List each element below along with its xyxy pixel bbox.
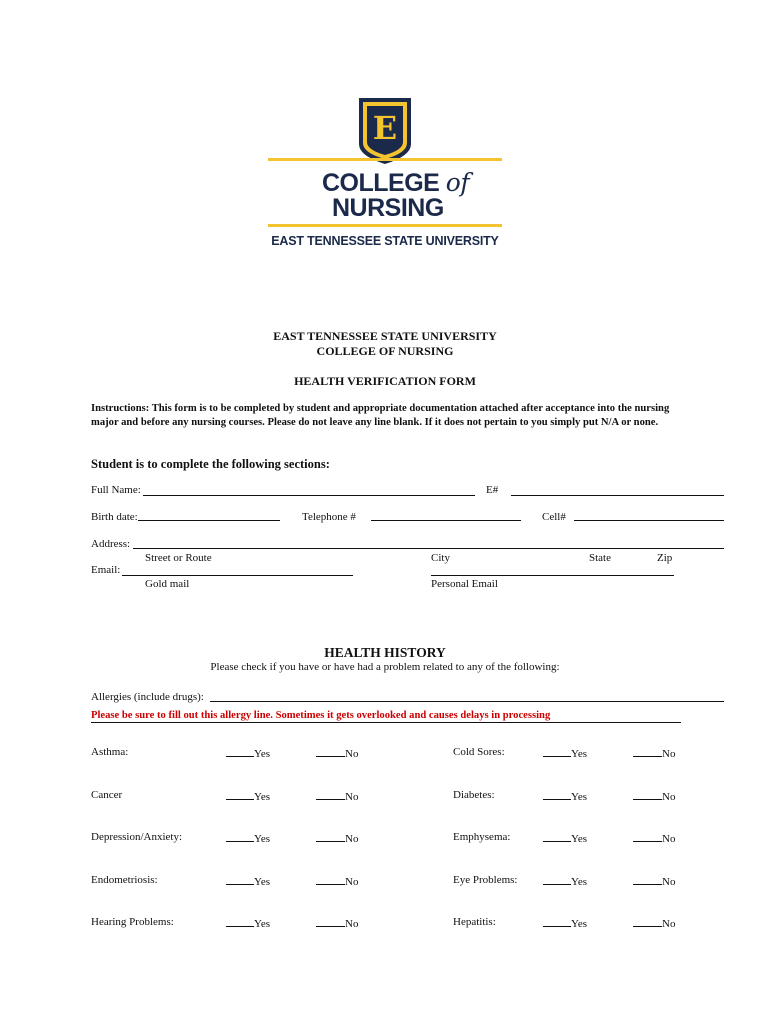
university-heading: EAST TENNESSEE STATE UNIVERSITY (273, 329, 497, 343)
no-checkbox-option[interactable] (633, 789, 675, 803)
address-field[interactable] (133, 548, 724, 549)
shield-letter: E (372, 109, 398, 147)
no-label: No (662, 833, 676, 845)
no-blank-line[interactable] (316, 874, 345, 885)
yes-checkbox-option[interactable] (226, 831, 270, 845)
no-label: No (345, 791, 359, 803)
condition-label: Cold Sores: (453, 746, 505, 758)
health-history-subtitle: Please check if you have or have had a problem related to any of the following: (210, 661, 560, 673)
health-history-title: HEALTH HISTORY (324, 645, 446, 660)
no-checkbox-option[interactable] (316, 916, 358, 930)
zip-label: Zip (657, 552, 673, 564)
no-label: No (345, 748, 359, 760)
no-blank-line[interactable] (316, 746, 345, 757)
no-blank-line[interactable] (633, 874, 662, 885)
gold-mail-field[interactable] (122, 575, 353, 576)
yes-blank-line[interactable] (226, 874, 254, 885)
yes-checkbox-option[interactable] (543, 916, 587, 930)
yes-blank-line[interactable] (226, 916, 254, 927)
logo-of-text: of (445, 168, 470, 197)
yes-label: Yes (571, 918, 588, 930)
logo-college-text: COLLEGE (322, 169, 440, 197)
birth-date-label: Birth date: (91, 511, 138, 523)
yes-label: Yes (571, 748, 588, 760)
yes-checkbox-option[interactable] (543, 789, 587, 803)
condition-label: Cancer (91, 789, 123, 801)
yes-blank-line[interactable] (543, 874, 571, 885)
state-label: State (589, 552, 611, 564)
college-of-nursing-logo (266, 96, 504, 256)
no-blank-line[interactable] (316, 789, 345, 800)
cell-label: Cell# (542, 511, 566, 523)
yes-checkbox-option[interactable] (226, 789, 270, 803)
no-checkbox-option[interactable] (633, 916, 675, 930)
gold-mail-label: Gold mail (145, 578, 190, 590)
no-label: No (662, 876, 676, 888)
yes-label: Yes (254, 791, 271, 803)
full-name-field[interactable] (143, 495, 475, 496)
allergies-label: Allergies (include drugs): (91, 691, 204, 703)
no-blank-line[interactable] (633, 746, 662, 757)
condition-label: Hepatitis: (453, 916, 496, 928)
no-label: No (345, 876, 359, 888)
yes-blank-line[interactable] (226, 831, 254, 842)
form-title: HEALTH VERIFICATION FORM (294, 374, 476, 388)
no-checkbox-option[interactable] (316, 746, 358, 760)
no-checkbox-option[interactable] (316, 789, 358, 803)
yes-label: Yes (254, 748, 271, 760)
college-heading: COLLEGE OF NURSING (316, 344, 454, 358)
condition-label: Depression/Anxiety: (91, 831, 183, 843)
no-checkbox-option[interactable] (633, 874, 675, 888)
instructions-text: Instructions: This form is to be completed by student and appropriate documentation attached after acceptance into the nursing major and before any nursing courses. Please do not leave any line blank. If it does not pertain to you simply put N/A or none. (91, 403, 670, 428)
condition-label: Endometriosis: (91, 874, 158, 886)
yes-blank-line[interactable] (543, 831, 571, 842)
logo-line-etsu: EAST TENNESSEE STATE UNIVERSITY (271, 234, 499, 248)
no-checkbox-option[interactable] (316, 874, 358, 888)
no-label: No (662, 791, 676, 803)
yes-label: Yes (254, 918, 271, 930)
no-label: No (345, 918, 359, 930)
yes-blank-line[interactable] (543, 916, 571, 927)
yes-checkbox-option[interactable] (226, 874, 270, 888)
no-blank-line[interactable] (316, 916, 345, 927)
no-blank-line[interactable] (633, 831, 662, 842)
no-blank-line[interactable] (633, 789, 662, 800)
condition-label: Emphysema: (453, 831, 511, 843)
yes-blank-line[interactable] (543, 789, 571, 800)
city-label: City (431, 552, 450, 564)
cell-field[interactable] (574, 520, 724, 521)
yes-label: Yes (254, 876, 271, 888)
e-number-label: E# (486, 484, 499, 496)
yes-label: Yes (571, 833, 588, 845)
birth-date-field[interactable] (138, 520, 280, 521)
yes-checkbox-option[interactable] (226, 916, 270, 930)
yes-blank-line[interactable] (543, 746, 571, 757)
condition-label: Diabetes: (453, 789, 495, 801)
condition-label: Eye Problems: (453, 874, 518, 886)
no-label: No (662, 748, 676, 760)
no-blank-line[interactable] (633, 916, 662, 927)
no-label: No (345, 833, 359, 845)
no-label: No (662, 918, 676, 930)
no-checkbox-option[interactable] (633, 831, 675, 845)
allergy-warning-underline (91, 722, 681, 723)
no-blank-line[interactable] (316, 831, 345, 842)
yes-blank-line[interactable] (226, 789, 254, 800)
telephone-field[interactable] (371, 520, 521, 521)
condition-label: Hearing Problems: (91, 916, 174, 928)
no-checkbox-option[interactable] (316, 831, 358, 845)
logo-line-nursing: NURSING (332, 194, 444, 222)
e-number-field[interactable] (511, 495, 724, 496)
yes-checkbox-option[interactable] (543, 746, 587, 760)
full-name-label: Full Name: (91, 484, 141, 496)
address-label: Address: (91, 538, 131, 550)
allergies-field[interactable] (210, 701, 724, 702)
no-checkbox-option[interactable] (633, 746, 675, 760)
email-label: Email: (91, 564, 121, 576)
yes-label: Yes (571, 791, 588, 803)
yes-label: Yes (571, 876, 588, 888)
yes-blank-line[interactable] (226, 746, 254, 757)
yes-checkbox-option[interactable] (543, 874, 587, 888)
personal-email-field[interactable] (431, 575, 674, 576)
yes-checkbox-option[interactable] (226, 746, 270, 760)
telephone-label: Telephone # (302, 511, 356, 523)
personal-email-label: Personal Email (431, 578, 498, 590)
yes-label: Yes (254, 833, 271, 845)
condition-label: Asthma: (91, 746, 129, 758)
yes-checkbox-option[interactable] (543, 831, 587, 845)
street-label: Street or Route (145, 552, 212, 564)
student-section-heading: Student is to complete the following sections: (91, 457, 330, 471)
allergy-warning: Please be sure to fill out this allergy line. Sometimes it gets overlooked and causes delays in processing (91, 710, 551, 721)
